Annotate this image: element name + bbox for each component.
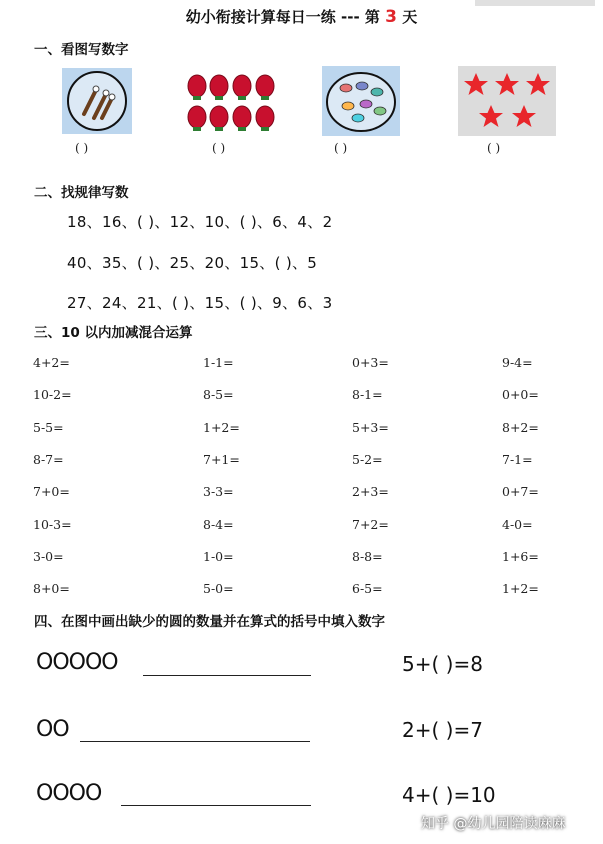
candies-in-circle-picture bbox=[322, 66, 400, 136]
arithmetic-problem: 3-3= bbox=[203, 484, 234, 500]
section4-heading: 四、在图中画出缺少的圆的数量并在算式的括号中填入数字 bbox=[34, 614, 385, 630]
day-number: 3 bbox=[385, 7, 397, 27]
equation-1: 5+( )=8 bbox=[402, 652, 483, 676]
section3-heading: 三、10 以内加减混合运算 bbox=[34, 325, 193, 341]
candies-icon bbox=[322, 66, 400, 136]
answer-paren-1[interactable]: ( ) bbox=[75, 141, 89, 155]
title-suffix: 天 bbox=[402, 8, 418, 26]
circles-row-3: OOOO bbox=[36, 781, 102, 806]
section2-heading: 二、找规律写数 bbox=[34, 185, 129, 201]
arithmetic-problem: 4+2= bbox=[33, 355, 70, 370]
arithmetic-problem: 10-3= bbox=[33, 516, 72, 532]
drawing-line-1[interactable] bbox=[143, 675, 311, 676]
arithmetic-problem: 8-1= bbox=[352, 387, 383, 403]
title-text: 幼小衔接计算每日一练 --- 第 bbox=[185, 8, 380, 26]
arithmetic-problem: 5-0= bbox=[203, 581, 234, 597]
pencils-in-circle-picture bbox=[62, 68, 132, 134]
arithmetic-problem: 1+6= bbox=[502, 548, 539, 564]
stars-picture bbox=[458, 66, 556, 136]
arithmetic-problem: 7+0= bbox=[33, 484, 70, 500]
arithmetic-problem: 6-5= bbox=[352, 581, 383, 597]
arithmetic-problem: 8-7= bbox=[33, 451, 64, 467]
circles-row-2: OO bbox=[36, 717, 69, 742]
arithmetic-problem: 5-2= bbox=[352, 451, 383, 467]
answer-paren-3[interactable]: ( ) bbox=[334, 141, 348, 155]
arithmetic-problem: 8-4= bbox=[203, 516, 234, 532]
answer-paren-4[interactable]: ( ) bbox=[487, 141, 501, 155]
roses-picture bbox=[186, 72, 276, 134]
arithmetic-problem: 1+2= bbox=[502, 581, 539, 597]
arithmetic-problem: 7-1= bbox=[502, 451, 533, 467]
arithmetic-problem: 1-1= bbox=[203, 355, 234, 370]
drawing-line-3[interactable] bbox=[121, 805, 311, 806]
equation-3: 4+( )=10 bbox=[402, 783, 496, 807]
watermark: 知乎 @幼儿园陪读麻麻 bbox=[421, 816, 566, 832]
circles-row-1: OOOOO bbox=[36, 650, 118, 675]
sequence-row-1: 18、16、( )、12、10、( )、6、4、2 bbox=[67, 213, 333, 231]
arithmetic-problem: 8-8= bbox=[352, 548, 383, 564]
sequence-row-2: 40、35、( )、25、20、15、( )、5 bbox=[67, 254, 318, 272]
arithmetic-problem: 5+3= bbox=[352, 419, 389, 435]
arithmetic-problem: 0+3= bbox=[352, 355, 389, 370]
pencils-icon bbox=[62, 68, 132, 134]
roses-icon bbox=[186, 72, 276, 134]
arithmetic-problem: 7+1= bbox=[203, 451, 240, 467]
equation-2: 2+( )=7 bbox=[402, 718, 483, 742]
arithmetic-problem: 0+0= bbox=[502, 387, 539, 403]
arithmetic-problem: 8+0= bbox=[33, 581, 70, 597]
section1-heading: 一、看图写数字 bbox=[34, 42, 129, 58]
arithmetic-problem: 2+3= bbox=[352, 484, 389, 500]
arithmetic-problem: 10-2= bbox=[33, 387, 72, 403]
arithmetic-problem: 8+2= bbox=[502, 419, 539, 435]
arithmetic-problem: 3-0= bbox=[33, 548, 64, 564]
arithmetic-problem: 1-0= bbox=[203, 548, 234, 564]
page-title bbox=[0, 6, 603, 27]
arithmetic-problem: 7+2= bbox=[352, 516, 389, 532]
sequence-row-3: 27、24、21、( )、15、( )、9、6、3 bbox=[67, 294, 333, 312]
drawing-line-2[interactable] bbox=[80, 741, 310, 742]
arithmetic-problem: 5-5= bbox=[33, 419, 64, 435]
arithmetic-problem: 0+7= bbox=[502, 484, 539, 500]
red-stars-icon bbox=[458, 66, 556, 136]
arithmetic-problem: 9-4= bbox=[502, 355, 533, 370]
arithmetic-problem: 1+2= bbox=[203, 419, 240, 435]
arithmetic-problem: 8-5= bbox=[203, 387, 234, 403]
arithmetic-problem: 4-0= bbox=[502, 516, 533, 532]
answer-paren-2[interactable]: ( ) bbox=[212, 141, 226, 155]
